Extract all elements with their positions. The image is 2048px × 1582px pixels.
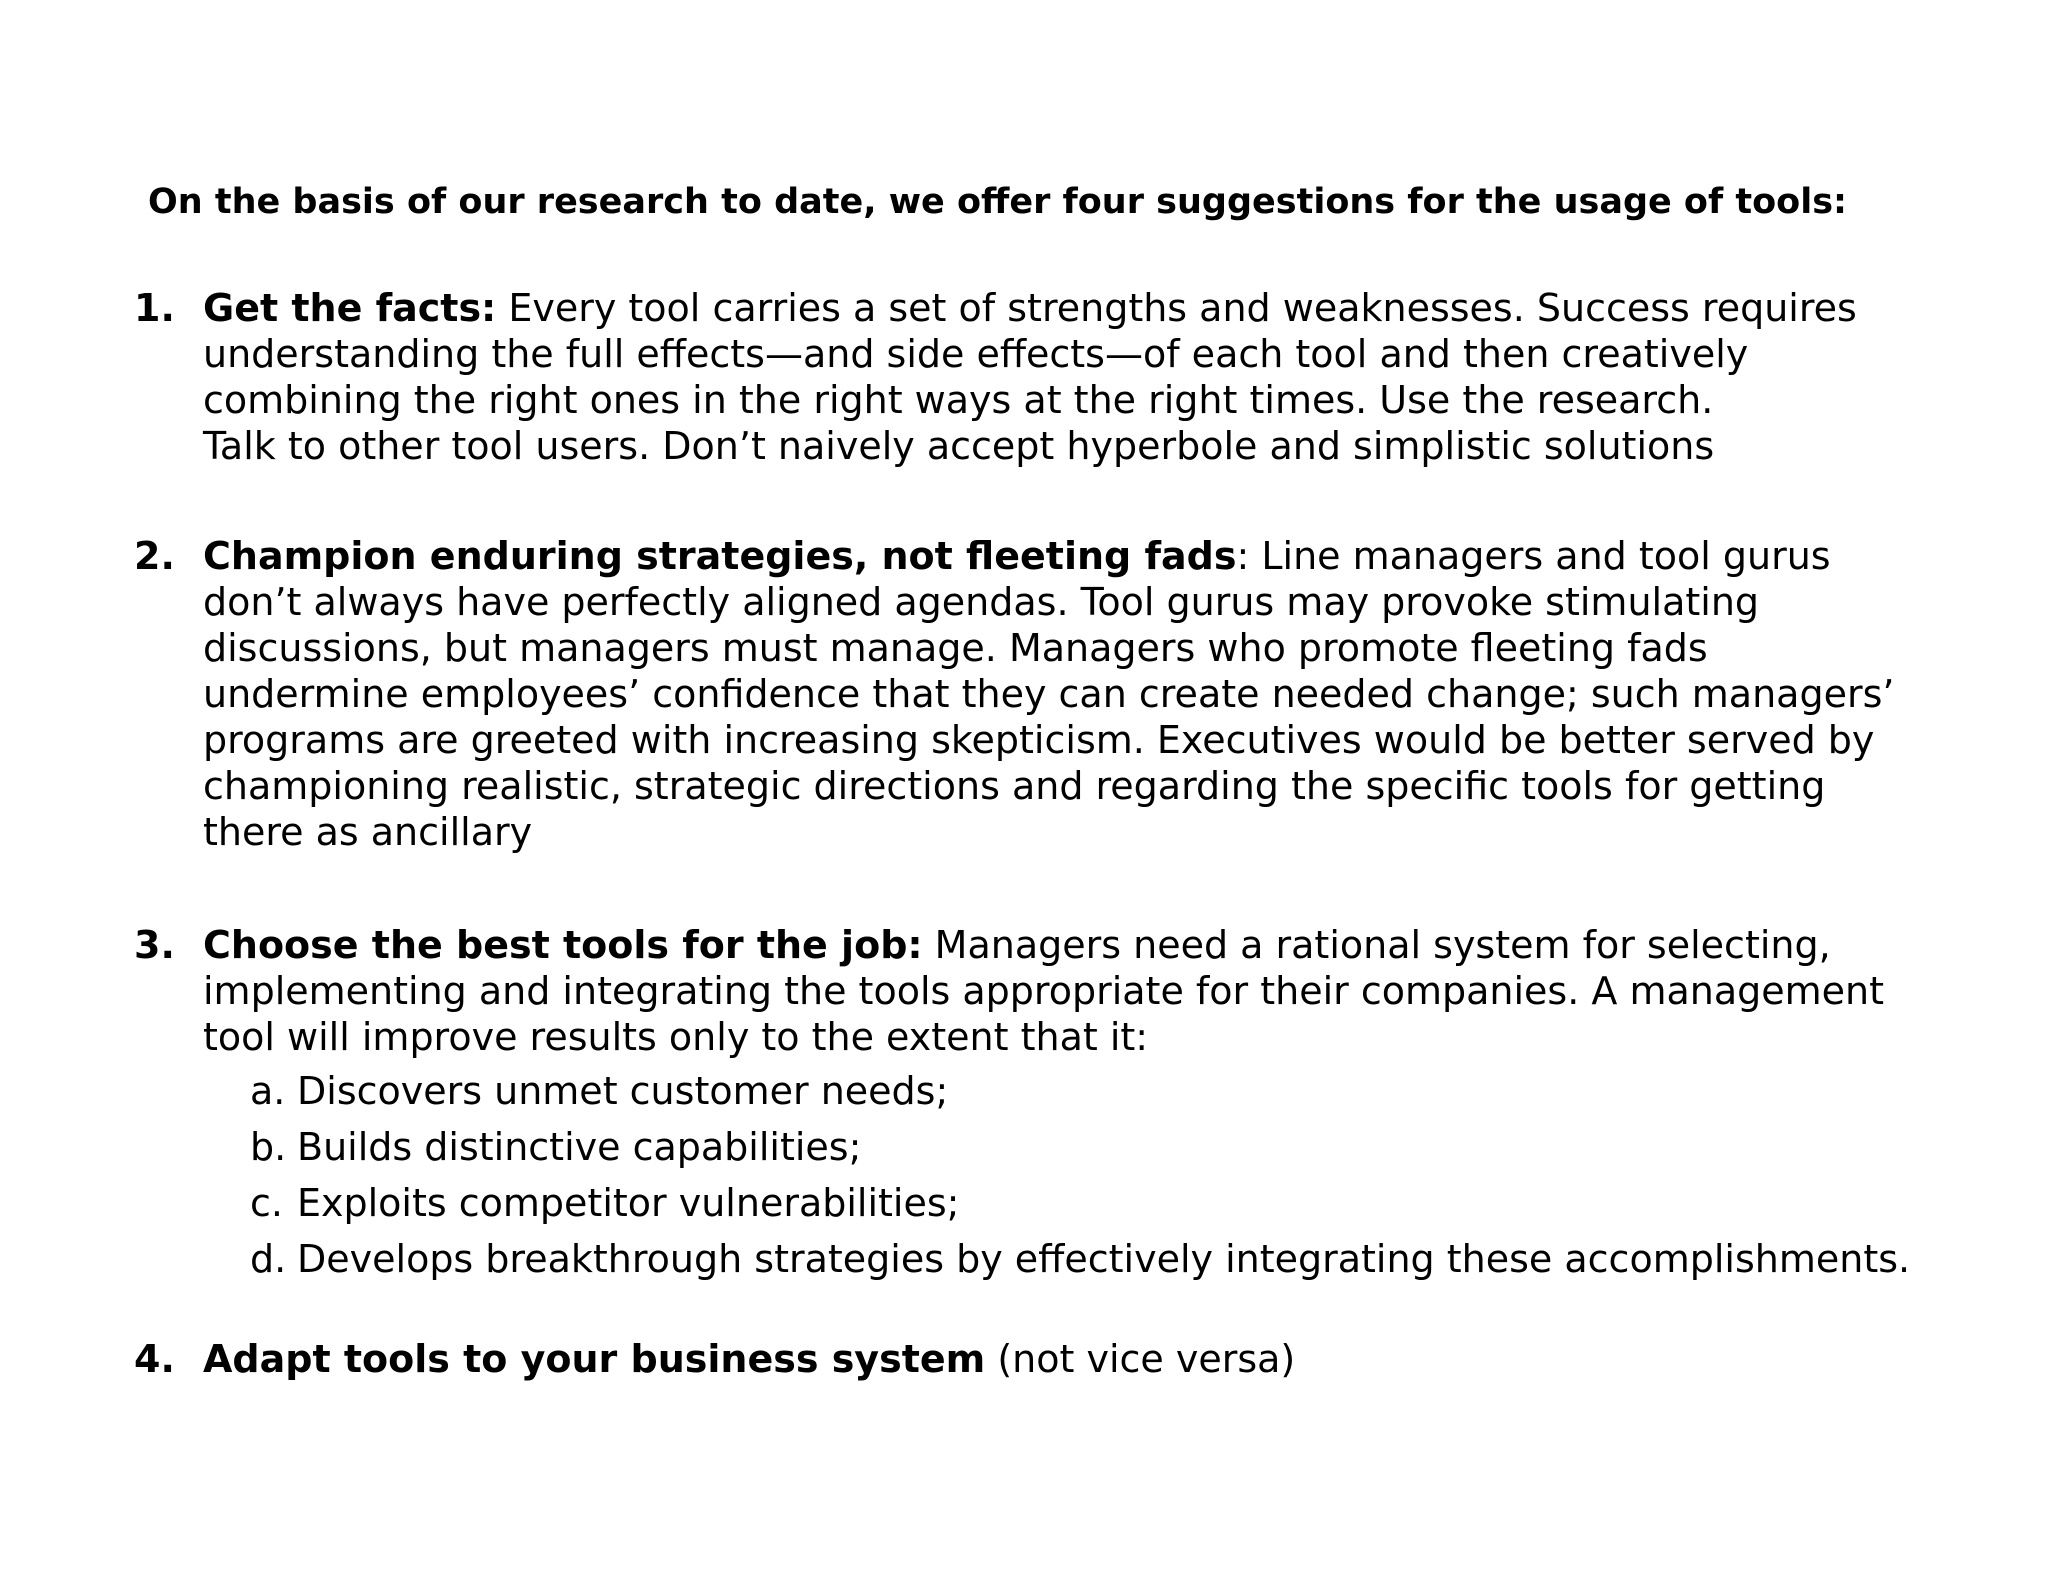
sub-list-item: [203, 1180, 1954, 1236]
item-line: don’t always have perfectly aligned agendas. Tool gurus may provoke stimulating: [203, 580, 1760, 624]
item-heading: Choose the best tools for the job:: [203, 923, 923, 967]
sub-list-item: [203, 1068, 1954, 1124]
item-line: [203, 922, 1954, 968]
sub-list-item: [203, 1236, 1954, 1292]
sub-item-letter: b.: [250, 1125, 287, 1169]
item-line: understanding the full effects—and side effects—of each tool and then creatively: [203, 332, 1749, 376]
item-body: [203, 533, 1954, 855]
sub-item-letter: d.: [250, 1237, 287, 1281]
sub-list: [203, 1068, 1954, 1292]
item-heading: Get the facts:: [203, 286, 497, 330]
item-line: Talk to other tool users. Don’t naively accept hyperbole and simplistic solutions: [203, 424, 1715, 468]
item-text: Managers need a rational system for selecting,: [922, 923, 1831, 967]
item-line: there as ancillary: [203, 810, 533, 854]
sub-item-text: Discovers unmet customer needs;: [297, 1069, 949, 1113]
item-line: programs are greeted with increasing skepticism. Executives would be better served by: [203, 718, 1875, 762]
item-text: : Line managers and tool gurus: [1236, 534, 1831, 578]
item-line: [203, 1336, 1954, 1382]
intro-heading: On the basis of our research to date, we offer four suggestions for the usage of tools:: [148, 182, 1848, 222]
item-line: [203, 533, 1954, 579]
item-number: 3.: [134, 923, 175, 967]
item-line: implementing and integrating the tools appropriate for their companies. A management: [203, 969, 1885, 1013]
item-text: (not vice versa): [985, 1337, 1296, 1381]
sub-item-letter: a.: [250, 1069, 286, 1113]
sub-list-item: [203, 1124, 1954, 1180]
item-heading: Champion enduring strategies, not fleeting fads: [203, 534, 1237, 578]
item-body: [203, 285, 1954, 469]
item-number: 4.: [134, 1337, 175, 1381]
sub-item-text: Develops breakthrough strategies by effectively integrating these accomplishments.: [297, 1237, 1911, 1281]
item-body: [203, 1336, 1954, 1382]
sub-item-text: Builds distinctive capabilities;: [297, 1125, 862, 1169]
item-line: discussions, but managers must manage. Managers who promote fleeting fads: [203, 626, 1708, 670]
item-number: 1.: [134, 286, 175, 330]
item-line: [203, 285, 1954, 331]
item-line: undermine employees’ confidence that they can create needed change; such managers’: [203, 672, 1895, 716]
sub-item-letter: c.: [250, 1181, 283, 1225]
item-heading: Adapt tools to your business system: [203, 1337, 986, 1381]
item-line: combining the right ones in the right ways at the right times. Use the research.: [203, 378, 1714, 422]
item-line: tool will improve results only to the extent that it:: [203, 1015, 1149, 1059]
item-number: 2.: [134, 534, 175, 578]
item-line: championing realistic, strategic directions and regarding the specific tools for getting: [203, 764, 1826, 808]
item-text: Every tool carries a set of strengths and weaknesses. Success requires: [496, 286, 1857, 330]
item-body: [203, 922, 1954, 1292]
sub-item-text: Exploits competitor vulnerabilities;: [297, 1181, 960, 1225]
